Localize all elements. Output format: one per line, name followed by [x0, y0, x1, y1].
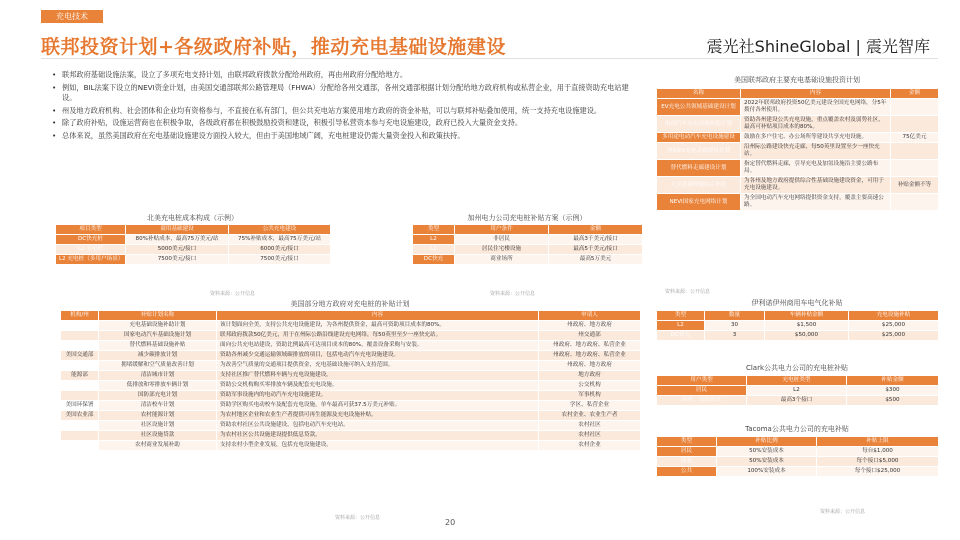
- table3-cell: 州政府、地方政府: [539, 321, 641, 331]
- table3-cell: [61, 341, 99, 351]
- table3-cell: 能源部: [61, 371, 99, 381]
- bullet-item: • 联邦政府基础设施法案，设立了多项充电支持计划，由联邦政府拨款分配给州政府，再由州政府分配给地方。: [52, 70, 642, 81]
- table3-cell: 资助公交机构购买零排放车辆及配套充电设施。: [217, 381, 539, 391]
- table2-header: 金额: [549, 225, 643, 235]
- table3-cell: [61, 391, 99, 401]
- table3-cell: 资助各州减少交通运输领域碳排放的项目，包括电动汽车充电设施建设。: [217, 351, 539, 361]
- bullet-list: [52, 70, 642, 143]
- table3-cell: 拥堵缓解和空气质量改善计划: [99, 361, 217, 371]
- table2-cell: 最高3千美元/接口: [549, 235, 643, 245]
- table1-caption: 北美充电桩成本构成（示例）: [147, 214, 238, 222]
- table3-header: 机构/州: [61, 311, 99, 321]
- table3-cell: 为农村社区公共设施建设提供低息贷款。: [217, 431, 539, 441]
- table3-cell: 农村能源计划: [99, 411, 217, 421]
- table5-header: 充电设施补贴: [849, 311, 939, 321]
- table4-header: 名称: [657, 89, 741, 99]
- table3-header: 内容: [217, 311, 539, 321]
- table3-cell: 美国农业部: [61, 411, 99, 421]
- table1-cell: L2 充电桩: [56, 245, 126, 255]
- table7-cell: 公共: [657, 467, 717, 477]
- table7-cell: 商业: [657, 457, 717, 467]
- table3-cell: 农村商业发展补助: [99, 441, 217, 451]
- table3-cell: 农村社区: [539, 431, 641, 441]
- table7-header: 补贴比例: [717, 437, 817, 447]
- table3-cell: [61, 361, 99, 371]
- table1-cell: 80%补贴成本，最高75万美元/站: [126, 235, 229, 245]
- bullet-item: • 例如，BIL法案下设立的NEVI资金计划，由美国交通部联邦公路管理局（FHWA）分配给各州交通部，各州交通部根据计划分配给地方政府机构或私营企业，用于直接资助充电站建设。: [52, 83, 642, 104]
- table5-cell: 3: [705, 331, 765, 341]
- table7-cell: 居民: [657, 447, 717, 457]
- page-number: 20: [445, 518, 456, 527]
- table4: [656, 88, 939, 211]
- table3-cell: [61, 381, 99, 391]
- table3-cell: [61, 431, 99, 441]
- table4-cell: 大众基础设施综合补助: [657, 177, 741, 194]
- table3-cell: 社区设施贷款: [99, 431, 217, 441]
- table2-header: 类型: [413, 225, 455, 235]
- table2-cell: L2: [413, 245, 455, 255]
- table3-cell: [61, 421, 99, 431]
- table3-cell: 清洁城市计划: [99, 371, 217, 381]
- table4-cell: 州际EV充电走廊建设计划: [657, 143, 741, 160]
- table3-source: 资料来源：公开信息: [335, 515, 381, 521]
- table1-cell: DC快充桩: [56, 235, 126, 245]
- table6-cell: 商业、市政单位: [657, 396, 747, 406]
- table1-cell: 7500美元/接口: [229, 255, 331, 265]
- table4-header: 金额: [891, 89, 939, 99]
- table4-cell: [891, 116, 939, 133]
- table5-header: 类型: [657, 311, 705, 321]
- table4-cell: [891, 160, 939, 177]
- bullet-item: • 除了政府补贴，设施运营商也在积极争取，各级政府都在积极鼓励投资和建设，积极引导私营资本参与充电设施建设，政府已投入大量资金支持。: [52, 118, 642, 129]
- table3-cell: 支持社区推广替代燃料车辆与充电设施建设。: [217, 371, 539, 381]
- table7-cell: 每台$1,000: [817, 447, 939, 457]
- table5: [656, 310, 939, 341]
- table3-cell: 州政府、地方政府、私营企业: [539, 341, 641, 351]
- table3-caption: 美国部分地方政府对充电桩的补贴计划: [290, 300, 410, 308]
- table3-cell: 支持农村小型企业发展，包括充电设施建设。: [217, 441, 539, 451]
- table3-cell: 军事机构: [539, 391, 641, 401]
- table4-cell: 为全国电动汽车充电网络提供资金支持，覆盖主要高速公路。: [741, 194, 891, 211]
- table3-cell: 资助军事设施内的电动汽车充电设施建设。: [217, 391, 539, 401]
- table5-cell: 30: [705, 321, 765, 331]
- bullet-item: • 州及地方政府机构、社会团体和企业均有资格参与，不直接在私有部门，但公共充电站方案使用地方政府的资金补贴，可以与联邦补贴叠加使用，统一支持充电设施建设。: [52, 106, 642, 117]
- table3-cell: 减少碳排放计划: [99, 351, 217, 361]
- table6: [656, 375, 939, 406]
- table3-cell: 为农村地区企业和农业生产者提供可再生能源及充电设施补贴。: [217, 411, 539, 421]
- table3-cell: 州政府、地方政府: [539, 361, 641, 371]
- table4-source: 资料来源：公开信息: [665, 289, 711, 295]
- table6-header: 充电桩类型: [747, 376, 847, 386]
- table3-cell: 美国交通部: [61, 351, 99, 361]
- table3-cell: 农村企业、农业生产者: [539, 411, 641, 421]
- table7-header: 类型: [657, 437, 717, 447]
- table3-cell: [61, 441, 99, 451]
- table3-cell: 美国环保署: [61, 401, 99, 411]
- table4-cell: 补贴金额不等: [891, 177, 939, 194]
- table4-header: 内容: [741, 89, 891, 99]
- table3-cell: 国家电动汽车基础设施计划: [99, 331, 217, 341]
- table3-cell: 州政府、地方政府、私营企业: [539, 351, 641, 361]
- table7-cell: 50%安装成本: [717, 457, 817, 467]
- table3-cell: 为改善空气质量的交通项目提供资金，充电基础设施可纳入支持范围。: [217, 361, 539, 371]
- table4-cell: 多用途电动汽车充电设施建设: [657, 133, 741, 143]
- table4-cell: NEVI国家充电网络计划: [657, 194, 741, 211]
- table1-cell: 5000美元/接口: [126, 245, 229, 255]
- table1-header: 项目类型: [56, 225, 126, 235]
- table3-cell: 该计划面向全美，支持公共充电设施建设，为各州提供资金，最高可资助项目成本的80%。: [217, 321, 539, 331]
- table3-cell: 资助学区购买电动校车及配套充电设施，单车最高可获37.5万美元补贴。: [217, 401, 539, 411]
- table6-cell: $300: [847, 386, 939, 396]
- table3-cell: 国防部充电计划: [99, 391, 217, 401]
- table6-header: 补贴金额: [847, 376, 939, 386]
- table3-header: 补贴计划名称: [99, 311, 217, 321]
- table7-cell: 每个接口$25,000: [817, 467, 939, 477]
- table3-cell: [61, 321, 99, 331]
- table1-cell: L2 充电桩（多用户场景）: [56, 255, 126, 265]
- table7-source: 资料来源：公开信息: [820, 509, 866, 515]
- table2-cell: 居民住宅楼设施: [455, 245, 549, 255]
- table1-header: 公共充电建设: [229, 225, 331, 235]
- table5-cell: $25,000: [849, 321, 939, 331]
- table2-cell: L2: [413, 235, 455, 245]
- table3-cell: 充电基础设施补助计划: [99, 321, 217, 331]
- table6-cell: 最高3个接口: [747, 396, 847, 406]
- table4-cell: 2022年联邦政府投资50亿美元建设全国充电网络，分5年拨付各州使用。: [741, 99, 891, 116]
- table1-cell: 6000美元/接口: [229, 245, 331, 255]
- title-divider: [41, 58, 938, 59]
- table3-cell: 农村社区: [539, 421, 641, 431]
- table4-cell: 沿州际公路建设快充走廊，每50英里设置至少一座快充站。: [741, 143, 891, 160]
- table7-cell: 每个接口$5,000: [817, 457, 939, 467]
- table7-header: 补贴上限: [817, 437, 939, 447]
- table1-cell: 75%补贴成本，最高75万美元/站: [229, 235, 331, 245]
- table5-cell: $1,500: [765, 321, 849, 331]
- table5-header: 车辆补贴金额: [765, 311, 849, 321]
- table7: [656, 436, 939, 477]
- table5-caption: 伊利诺伊州商用车电气化补贴: [751, 299, 843, 307]
- table4-cell: [891, 99, 939, 116]
- table3-cell: 农村企业: [539, 441, 641, 451]
- table6-cell: L2: [747, 386, 847, 396]
- table1-cell: 7500美元/接口: [126, 255, 229, 265]
- table4-caption: 美国联邦政府主要充电基础设施投资计划: [734, 76, 860, 84]
- table3: [60, 310, 641, 451]
- table5-header: 数量: [705, 311, 765, 321]
- table1-header: 商用基础建设: [126, 225, 229, 235]
- table4-cell: 资助各州建设公共充电设施，重点覆盖农村及弱势社区，最高可补贴项目成本的80%。: [741, 116, 891, 133]
- table5-cell: $50,000: [765, 331, 849, 341]
- table1-source: 资料来源：公开信息: [210, 291, 256, 297]
- table2-cell: 最高5千美元/接口: [549, 245, 643, 255]
- table3-cell: 面向公共充电站建设，资助比例最高可达项目成本的80%，覆盖设备采购与安装。: [217, 341, 539, 351]
- table3-cell: 学区、私营企业: [539, 401, 641, 411]
- table2: [412, 224, 643, 265]
- table4-cell: EV充电公共领域基础建设计划: [657, 99, 741, 116]
- table5-cell: $25,000: [849, 331, 939, 341]
- table6-cell: 居民: [657, 386, 747, 396]
- table4-cell: 替代燃料走廊建设计划: [657, 160, 741, 177]
- table3-cell: 公交机构: [539, 381, 641, 391]
- table3-cell: 联邦政府拨款50亿美元，用于在州际公路沿线建设充电网络，每50英里至少一座快充站。: [217, 331, 539, 341]
- table4-cell: 鼓励在多户住宅、办公场所等建设共享充电设施。: [741, 133, 891, 143]
- table3-cell: 清洁校车计划: [99, 401, 217, 411]
- bullet-item: • 总体来说，虽然美国政府在充电基础设施建设方面投入较大，但由于美国地域广阔，充电桩建设仍需大量资金投入和政策扶持。: [52, 131, 642, 142]
- table3-cell: 州交通部: [539, 331, 641, 341]
- table4-cell: [891, 194, 939, 211]
- table3-cell: 替代燃料基础设施补贴: [99, 341, 217, 351]
- table1: [55, 224, 331, 265]
- table4-cell: 指定替代燃料走廊，引导充电及加氢设施沿主要公路布局。: [741, 160, 891, 177]
- table2-cell: 非居民: [455, 235, 549, 245]
- table7-caption: Tacoma公共电力公司的充电补贴: [745, 425, 849, 433]
- table3-cell: 地方政府: [539, 371, 641, 381]
- table7-cell: 100%安装成本: [717, 467, 817, 477]
- table6-cell: $500: [847, 396, 939, 406]
- table4-cell: 为各州及地方政府提供综合性基础设施建设资金，可用于充电设施建设。: [741, 177, 891, 194]
- table3-cell: 低排放和零排放车辆计划: [99, 381, 217, 391]
- table5-cell: DC快充: [657, 331, 705, 341]
- table3-header: 申请人: [539, 311, 641, 321]
- table6-header: 用户类型: [657, 376, 747, 386]
- brand-logo-text: 震光社ShineGlobal | 震光智库: [706, 37, 930, 56]
- table5-cell: L2: [657, 321, 705, 331]
- table2-header: 用户条件: [455, 225, 549, 235]
- table4-cell: [891, 143, 939, 160]
- table4-cell: 电动汽车充电设施补助计划: [657, 116, 741, 133]
- table3-cell: 资助农村社区公共设施建设，包括电动汽车充电站。: [217, 421, 539, 431]
- table3-cell: 社区设施计划: [99, 421, 217, 431]
- page-title: 联邦投资计划+各级政府补贴，推动充电基础设施建设: [41, 36, 506, 58]
- table4-cell: 75亿美元: [891, 133, 939, 143]
- table2-caption: 加州电力公司充电桩补贴方案（示例）: [467, 214, 587, 222]
- table2-source: 资料来源：公开信息: [490, 291, 536, 297]
- table2-cell: 商业场所: [455, 255, 549, 265]
- table6-caption: Clark公共电力公司的充电桩补贴: [745, 364, 849, 372]
- table3-cell: [61, 331, 99, 341]
- table2-cell: 最高5万美元: [549, 255, 643, 265]
- section-tag: 充电技术: [41, 10, 103, 23]
- table2-cell: DC快充: [413, 255, 455, 265]
- table7-cell: 50%安装成本: [717, 447, 817, 457]
